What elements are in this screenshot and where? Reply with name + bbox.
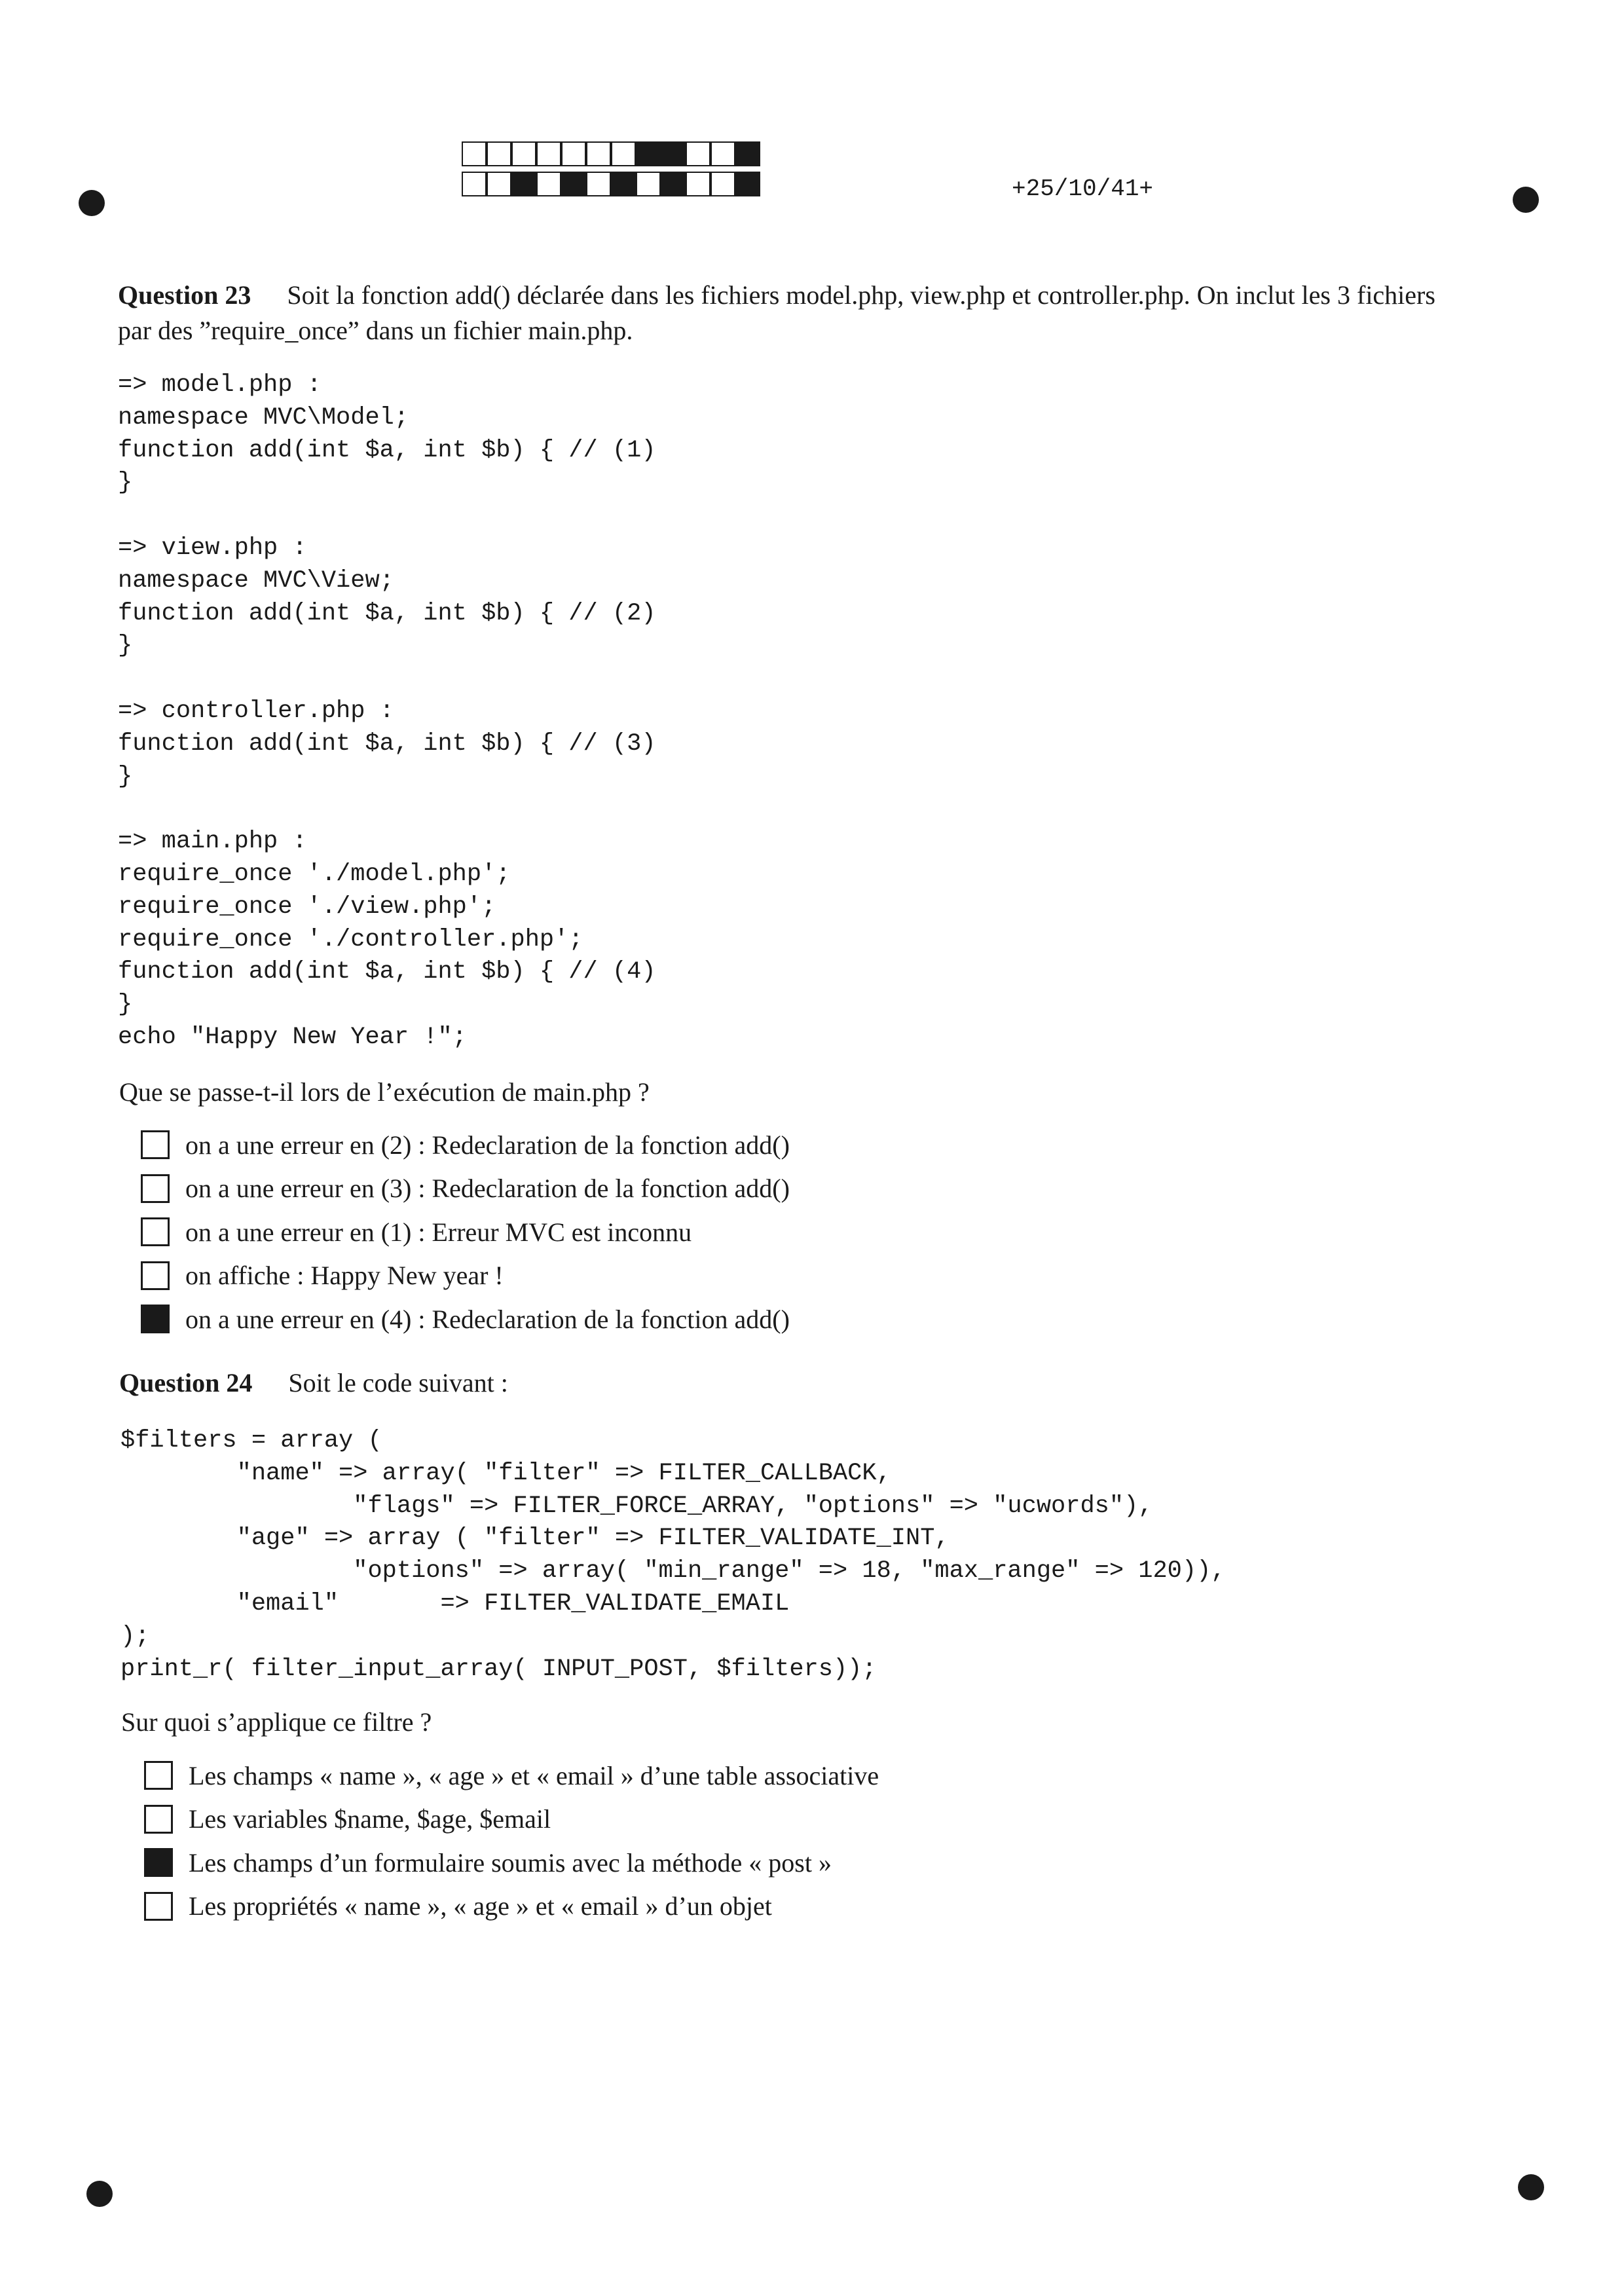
answer-label: Les champs d’un formulaire soumis avec la méthode « post » xyxy=(189,1847,832,1878)
answer-label: on affiche : Happy New year ! xyxy=(185,1261,504,1291)
question-23-prompt: Que se passe-t-il lors de l’exécution de main.php ? xyxy=(119,1077,650,1107)
answer-choice[interactable] xyxy=(144,1754,879,1798)
grid-cell xyxy=(586,141,611,166)
grid-cell xyxy=(511,172,536,196)
answer-checkbox[interactable] xyxy=(141,1217,170,1246)
registration-mark-top-right xyxy=(1513,187,1539,213)
answer-checkbox[interactable] xyxy=(144,1761,173,1790)
answer-label: on a une erreur en (1) : Erreur MVC est inconnu xyxy=(185,1217,692,1247)
grid-cell xyxy=(536,141,561,166)
grid-cell xyxy=(636,172,661,196)
question-24-header xyxy=(119,1365,508,1401)
grid-cell xyxy=(661,172,686,196)
page-code: +25/10/41+ xyxy=(1012,176,1154,202)
answer-checkbox[interactable] xyxy=(144,1805,173,1834)
question-24-code: $filters = array ( "name" => array( "filter" => FILTER_CALLBACK, "flags" => FILTER_FORCE_ARRAY, "options" => "ucwords"), "age" => array ( "filter" => FILTER_VALIDATE_INT, "options" => array( "min_range" => 18, "max_range" => 120)), "email" => FILTER_VALIDATE_EMAIL ); print_r( filter_input_array( INPUT_POST, $filters)); xyxy=(120,1427,1226,1683)
answer-choice[interactable] xyxy=(144,1841,879,1885)
grid-cell xyxy=(686,172,710,196)
grid-cell xyxy=(611,172,636,196)
grid-cell xyxy=(462,141,487,166)
answer-label: on a une erreur en (3) : Redeclaration de la fonction add() xyxy=(185,1174,790,1204)
answer-choice[interactable] xyxy=(141,1297,790,1341)
grid-cell xyxy=(487,172,511,196)
question-24-prompt: Sur quoi s’applique ce filtre ? xyxy=(121,1707,432,1737)
registration-mark-bottom-left xyxy=(86,2181,113,2207)
question-24-text-line1: Soit le code suivant : xyxy=(288,1368,508,1398)
question-23-code: => model.php : namespace MVC\Model; function add(int $a, int $b) { // (1) } => view.php : namespace MVC\View; function add(int $a, int $b) { // (2) } => controller.php : function add(int $a, int $b) { // (3) } => main.php : require_once './model.php'; require_once './view.php'; require_once './controller.php'; function add(int $a, int $b) { // (4) } echo "Happy New Year !"; xyxy=(118,371,656,1051)
grid-cell xyxy=(636,141,661,166)
grid-cell xyxy=(735,172,760,196)
question-23-choices xyxy=(141,1123,790,1341)
grid-cell xyxy=(710,172,735,196)
answer-label: Les propriétés « name », « age » et « email » d’un objet xyxy=(189,1891,772,1921)
question-24-label: Question 24 xyxy=(119,1368,253,1398)
grid-cell xyxy=(686,141,710,166)
grid-cell xyxy=(561,172,586,196)
answer-checkbox[interactable] xyxy=(141,1130,170,1159)
grid-cell xyxy=(735,141,760,166)
question-24-choices xyxy=(144,1754,879,1928)
answer-checkbox[interactable] xyxy=(144,1892,173,1921)
registration-mark-top-left xyxy=(79,190,105,216)
question-23-header xyxy=(118,278,1526,348)
answer-checkbox[interactable] xyxy=(144,1848,173,1877)
grid-cell xyxy=(561,141,586,166)
grid-cell xyxy=(511,141,536,166)
grid-cell xyxy=(536,172,561,196)
answer-label: on a une erreur en (4) : Redeclaration de la fonction add() xyxy=(185,1304,790,1334)
grid-row-2 xyxy=(462,172,760,198)
answer-choice[interactable] xyxy=(141,1167,790,1211)
grid-cell xyxy=(710,141,735,166)
answer-checkbox[interactable] xyxy=(141,1174,170,1203)
answer-choice[interactable] xyxy=(141,1123,790,1167)
answer-checkbox[interactable] xyxy=(141,1305,170,1333)
registration-mark-bottom-right xyxy=(1518,2174,1544,2200)
question-23-label: Question 23 xyxy=(118,280,251,310)
answer-label: Les variables $name, $age, $email xyxy=(189,1804,551,1834)
grid-cell xyxy=(487,141,511,166)
answer-label: Les champs « name », « age » et « email » d’une table associative xyxy=(189,1760,879,1790)
grid-cell xyxy=(586,172,611,196)
grid-cell xyxy=(611,141,636,166)
grid-cell xyxy=(462,172,487,196)
answer-checkbox[interactable] xyxy=(141,1261,170,1290)
grid-cell xyxy=(661,141,686,166)
question-23-text-line2: par des ”require_once” dans un fichier main.php. xyxy=(118,316,633,345)
answer-choice[interactable] xyxy=(144,1798,879,1842)
grid-row-1 xyxy=(462,141,760,168)
answer-label: on a une erreur en (2) : Redeclaration de la fonction add() xyxy=(185,1130,790,1160)
answer-choice[interactable] xyxy=(144,1885,879,1929)
answer-choice[interactable] xyxy=(141,1210,790,1254)
page-id-grid xyxy=(462,141,760,202)
question-23-text-line1: Soit la fonction add() déclarée dans les fichiers model.php, view.php et controller.php. On inclut les 3 fichiers xyxy=(287,280,1435,310)
answer-choice[interactable] xyxy=(141,1254,790,1298)
